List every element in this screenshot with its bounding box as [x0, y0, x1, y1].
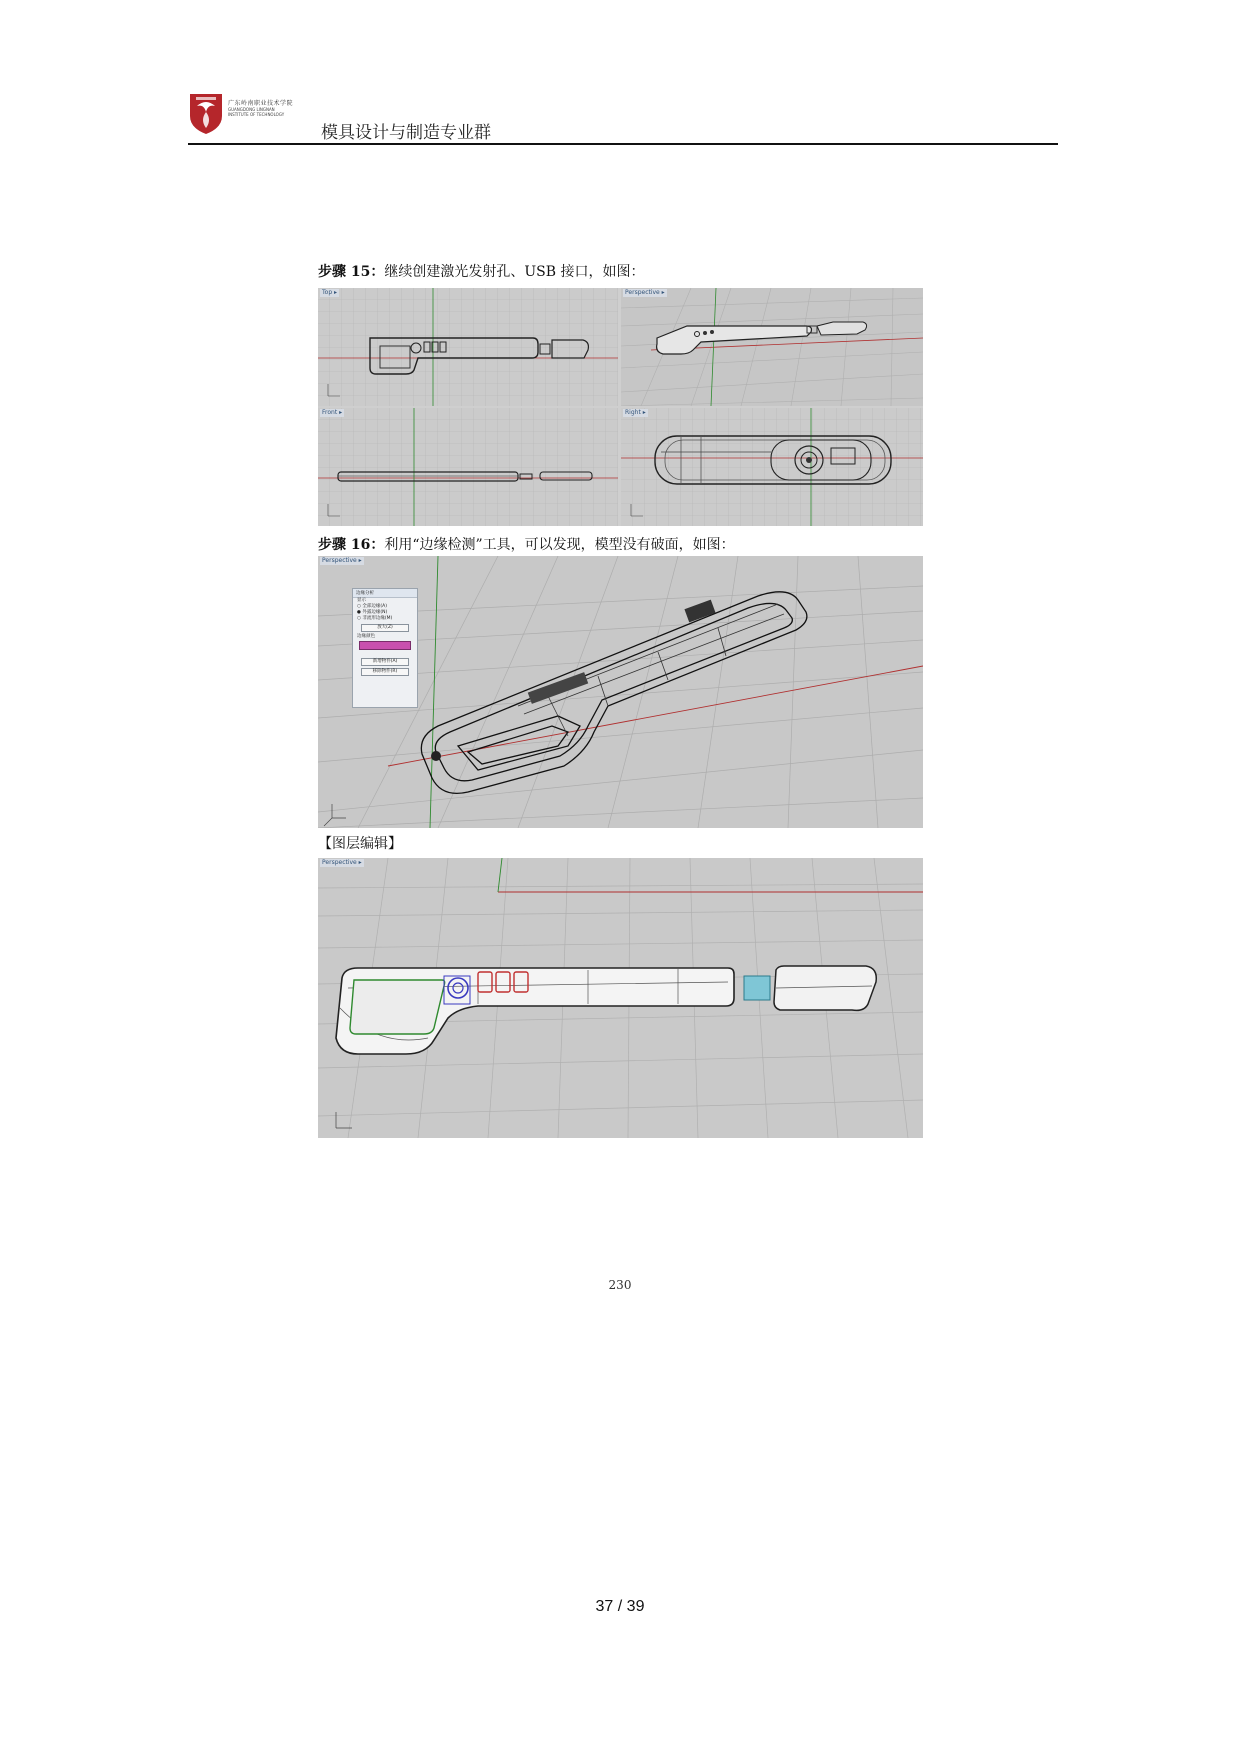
step-15-label: 步骤 15：: [318, 264, 385, 280]
step-16-figure: [318, 556, 923, 828]
option-all-edges[interactable]: ○ 全部边缘(A): [357, 604, 387, 609]
layer-edit-heading: 【图层编辑】: [318, 836, 402, 852]
remove-object-button[interactable]: 移除物件(R): [361, 668, 409, 676]
viewport-top: [318, 288, 618, 406]
page-header: [188, 86, 1058, 146]
header-title: 模具设计与制造专业群: [321, 123, 491, 143]
header-divider: [188, 143, 1058, 145]
add-object-button[interactable]: 新增物件(A): [361, 658, 409, 666]
school-name-en: GUANGDONG LINGNAN INSTITUTE OF TECHNOLOGY: [228, 107, 285, 117]
viewport-front-label[interactable]: Front ▸: [322, 409, 343, 416]
step-15-caption: [318, 261, 645, 281]
viewport-perspective-label[interactable]: Perspective ▸: [625, 289, 665, 296]
step-16-caption: [318, 534, 735, 554]
viewport-right-label[interactable]: Right ▸: [625, 409, 646, 416]
edge-color-swatch[interactable]: [359, 641, 411, 650]
dialog-title: 边缘分析: [353, 589, 417, 598]
step-16-label: 步骤 16：: [318, 537, 385, 553]
option-naked-edges[interactable]: ● 外露边缘(N): [357, 610, 388, 615]
viewport-perspective-layers-label[interactable]: Perspective ▸: [322, 859, 362, 866]
viewport-perspective: [621, 288, 923, 406]
viewport-perspective-edge-label[interactable]: Perspective ▸: [322, 557, 362, 564]
step-16-text: 利用“边缘检测”工具，可以发现，模型没有破面，如图：: [384, 537, 735, 553]
school-name-cn: 广东岭南职业技术学院: [228, 100, 294, 107]
step-15-figure: [318, 288, 923, 526]
zoom-button[interactable]: 放大(Z): [361, 624, 409, 632]
school-shield-logo: [188, 92, 224, 136]
viewport-perspective-layers: [318, 858, 923, 1138]
display-label: 显示: [357, 598, 366, 603]
option-nonmanifold-edges[interactable]: ○ 非流形边缘(M): [357, 616, 393, 621]
viewport-right: [621, 408, 923, 526]
book-page-number: 230: [608, 1278, 632, 1292]
viewport-perspective-edge: [318, 556, 923, 828]
layer-edit-figure: [318, 858, 923, 1138]
viewport-front: [318, 408, 618, 526]
step-15-text: 继续创建激光发射孔、USB 接口，如图：: [384, 264, 645, 280]
edge-analysis-dialog: [352, 588, 418, 708]
viewport-top-label[interactable]: Top ▸: [322, 289, 338, 296]
edge-color-label: 边缘颜色: [357, 634, 375, 639]
page-counter: 37 / 39: [595, 1598, 645, 1615]
